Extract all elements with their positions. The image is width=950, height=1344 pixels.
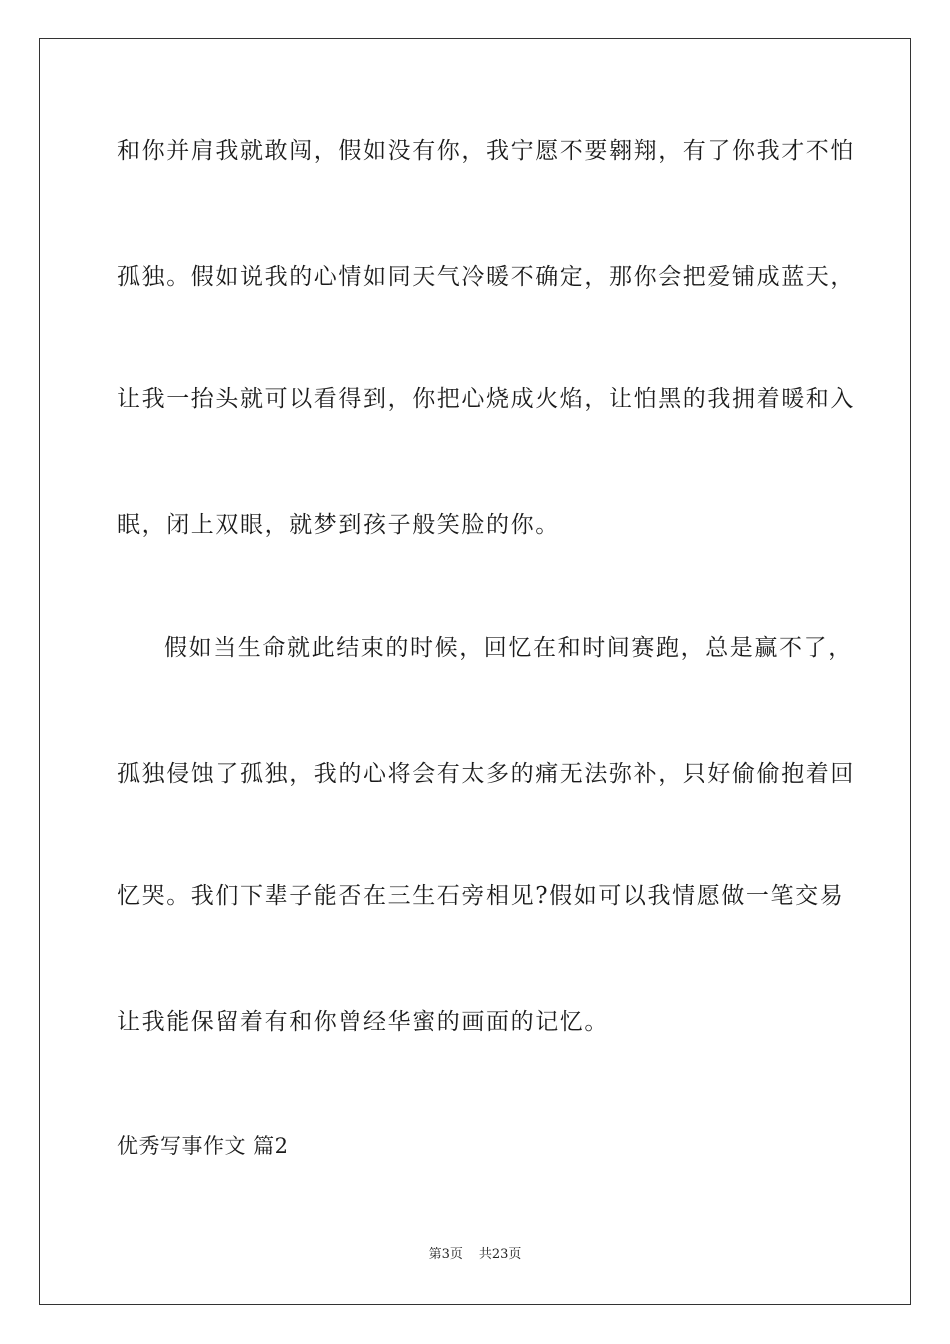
paragraph-line-7: 忆哭。我们下辈子能否在三生石旁相见?假如可以我情愿做一笔交易 (117, 883, 845, 909)
paragraph-line-5: 假如当生命就此结束的时候，回忆在和时间赛跑，总是赢不了， (164, 635, 853, 661)
paragraph-line-3: 让我一抬头就可以看得到，你把心烧成火焰，让怕黑的我拥着暖和入 (117, 386, 855, 412)
page-number-current: 第3页 (428, 1247, 463, 1262)
paragraph-line-6: 孤独侵蚀了孤独，我的心将会有太多的痛无法弥补，只好偷偷抱着回 (117, 761, 855, 787)
section-heading: 优秀写事作文 篇2 (117, 1134, 289, 1158)
paragraph-line-2: 孤独。假如说我的心情如同天气冷暖不确定，那你会把爱铺成蓝天， (117, 264, 855, 290)
page-border (39, 38, 911, 1305)
page-number-total: 共23页 (478, 1247, 522, 1262)
paragraph-line-4: 眠，闭上双眼，就梦到孩子般笑脸的你。 (117, 512, 560, 538)
paragraph-line-8: 让我能保留着有和你曾经华蜜的画面的记忆。 (117, 1009, 609, 1035)
paragraph-line-1: 和你并肩我就敢闯，假如没有你，我宁愿不要翱翔，有了你我才不怕 (117, 138, 855, 164)
page-footer (0, 1246, 950, 1264)
